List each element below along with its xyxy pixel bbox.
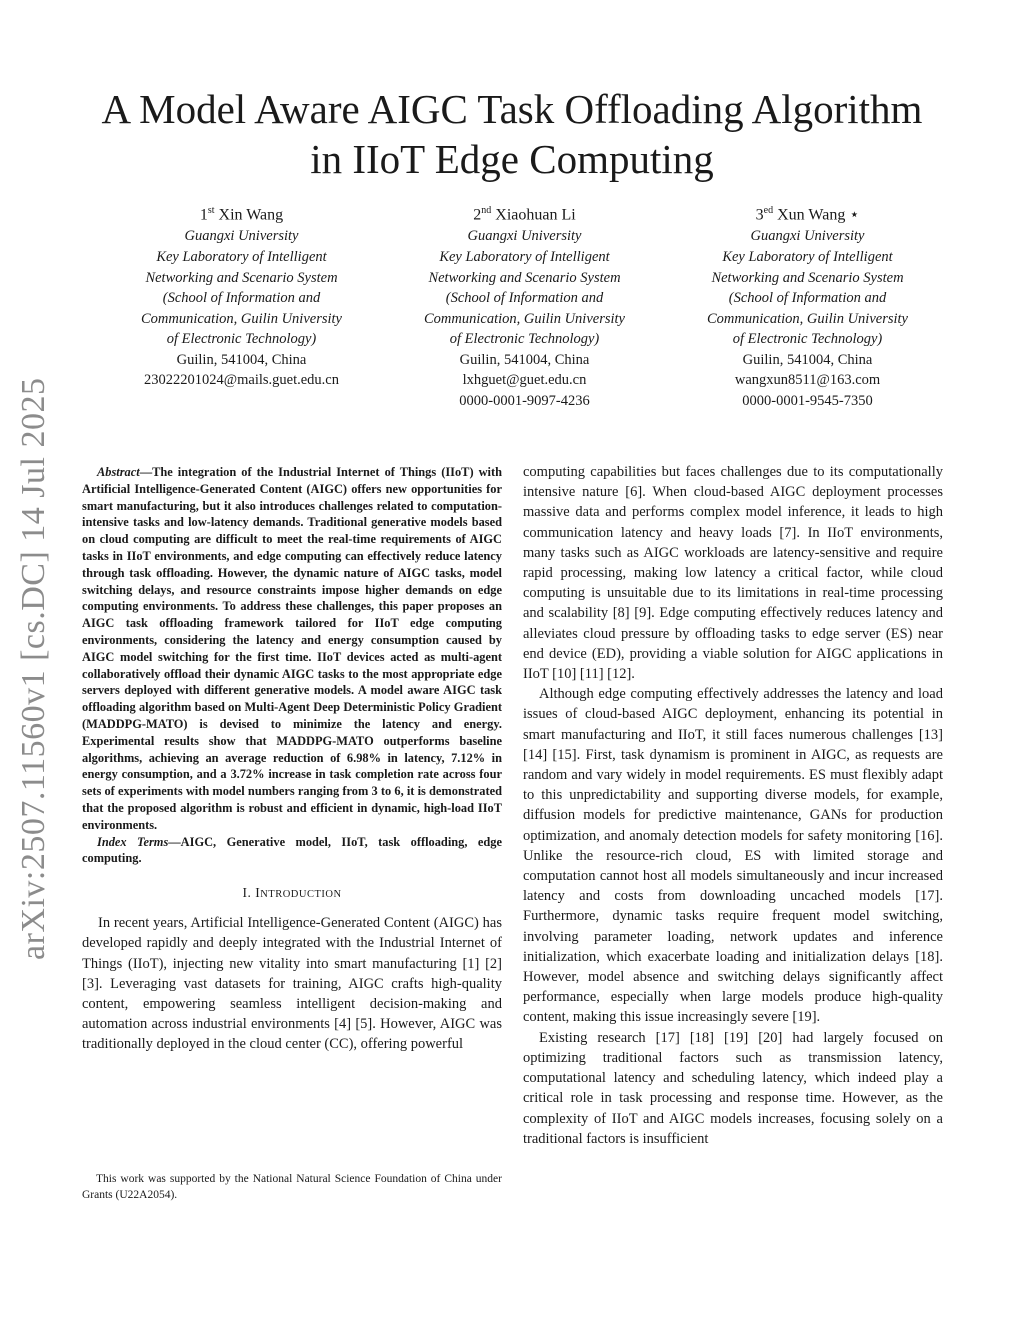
left-column — [82, 464, 502, 1055]
abstract — [82, 464, 502, 834]
author-3 — [666, 200, 949, 412]
index-terms-text: —AIGC, Generative model, IIoT, task offloading, edge computing. — [82, 834, 502, 866]
affiliation-line: Networking and Scenario System — [711, 269, 904, 286]
affiliation-line: (School of Information and — [162, 290, 321, 307]
author-city: Guilin, 541004, China — [742, 351, 873, 368]
author-name: 2nd Xiaohuan Li — [473, 205, 576, 224]
affiliation-line: (School of Information and — [728, 290, 887, 307]
paragraph: In recent years, Artificial Intelligence-Generated Content (AIGC) has developed rapidly and deeply integrated with the Industrial Internet of Things (IIoT), injecting new vitality into smart manufacturing [1] [2] [3]. Leveraging vast datasets for training, AIGC crafts high-quality content, empowering seamless intelligent decision-making and automation across industrial environments [4] [5]. However, AIGC was traditionally deployed in the cloud center (CC), offering powerful — [82, 915, 502, 1053]
paragraph: Although edge computing effectively addresses the latency and load issues of cloud-based AIGC deployment, enhancing its potential in smart manufacturing and IIoT, it still faces numerous challenges [13] [14] [15]. First, task dynamism is prominent in AIGC, as requests are random and vary widely in model requirements. ES must flexibly adapt to this unpredictability and supporting diverse models, for example, diffusion models for predictive maintenance, GANs for production optimization, and anomaly detection models for safety monitoring [16]. Unlike the resource-rich cloud, ES with limited storage and computation cannot host all models simultaneously and incur increased latency and costs from downloading uncached models [17]. Furthermore, dynamic tasks require frequent model switching, involving parameter loading, network updates and inference initialization, which exacerbate loading and initialization delays [18]. However, model absence and switching delays significantly affect performance, especially when large models produce high-quality content, making this issue increasingly severe [19]. — [523, 686, 943, 1026]
paragraph: Existing research [17] [18] [19] [20] had largely focused on optimizing traditional factors such as transmission latency, computational latency and scheduling latency, which indeed play a critical role in task processing and response time. However, as the complexity of IIoT and AIGC models increases, focusing solely on a traditional factors is insufficient — [523, 1029, 943, 1147]
funding-footnote: This work was supported by the National Natural Science Foundation of China under Grants (U22A2054). — [82, 1173, 502, 1201]
author-email: lxhguet@guet.edu.cn — [462, 372, 587, 389]
author-email: 23022201024@mails.guet.edu.cn — [144, 372, 339, 389]
author-name: 1st Xin Wang — [199, 205, 284, 224]
index-terms — [82, 834, 502, 868]
paragraph: computing capabilities but faces challenges due to its computationally intensive nature [6]. When cloud-based AIGC deployment processes massive data and performs complex model inference, it leads to high communication latency and heavy loads [7]. In IIoT environments, many tasks such as AIGC workloads are latency-sensitive and require rapid processing, making low latency a critical factor, while cloud computing is unsuitable due to its limitations in real-time processing and scalability [8] [9]. Edge computing effectively reduces latency and alleviates cloud pressure by offloading tasks to edge server (ES) near end device (ED), providing a viable solution for AIGC applications in IIoT [10] [11] [12]. — [523, 464, 943, 683]
author-orcid: 0000-0001-9545-7350 — [742, 393, 873, 410]
affiliation-line: Key Laboratory of Intelligent — [156, 248, 327, 265]
author-email: wangxun8511@163.com — [734, 372, 881, 389]
title-line-1: A Model Aware AIGC Task Offloading Algorithm — [101, 86, 923, 132]
abstract-label: Abstract — [97, 465, 140, 479]
affiliation-line: Communication, Guilin University — [424, 310, 625, 327]
affiliation-line: of Electronic Technology) — [166, 331, 317, 348]
paper-title — [60, 84, 964, 184]
abstract-text: —The integration of the Industrial Internet of Things (IIoT) with Artificial Intelligence-Generated Content (AIGC) offers new opportunities for smart manufacturing, but it also introduces challenges related to computation-intensive tasks and low-latency demands. Traditional generative models based on cloud computing are difficult to meet the real-time requirements of AIGC tasks in IIoT environments, and edge computing can effectively reduce latency through task offloading. However, the dynamic nature of AIGC tasks, model switching delays, and resource constraints impose higher demands on edge computing environments. To address these challenges, this paper proposes an AIGC task offloading framework tailored for IIoT edge computing environments, considering the latency and energy consumption caused by AIGC model switching for the first time. IIoT devices acted as multi-agent collaboratively offload their dynamic AIGC tasks to the most appropriate edge servers deployed with different generative models. A model aware AIGC task offloading algorithm based on Multi-Agent Deep Deterministic Policy Gradient (MADDPG-MATO) is devised to minimize the latency and energy. Experimental results show that MADDPG-MATO outperforms baseline algorithms, achieving an average reduction of 6.98% in latency, 7.12% in energy consumption, and a 3.72% increase in task completion rate across four sets of experiments with model numbers ranging from 3 to 6, it is demonstrated that the proposed algorithm is robust and efficient in dynamic, high-load IIoT environments. — [82, 465, 502, 832]
affiliation-line: Key Laboratory of Intelligent — [722, 248, 893, 265]
author-2 — [383, 200, 666, 412]
author-block — [100, 200, 950, 412]
affiliation-line: (School of Information and — [445, 290, 604, 307]
intro-left-body — [82, 913, 502, 1054]
affiliation-line: Key Laboratory of Intelligent — [439, 248, 610, 265]
title-line-2: in IIoT Edge Computing — [310, 136, 714, 182]
arxiv-identifier: arXiv:2507.11560v1 [cs.DC] 14 Jul 2025 — [15, 377, 52, 960]
affiliation-line: Communication, Guilin University — [707, 310, 908, 327]
author-city: Guilin, 541004, China — [176, 351, 307, 368]
author-1 — [100, 200, 383, 412]
affiliation-line: Networking and Scenario System — [145, 269, 338, 286]
author-name: $3^{ed}$ Xun Wang ⋆ — [755, 205, 860, 224]
affiliation-line: Guangxi University — [184, 228, 299, 245]
affiliation-line: Networking and Scenario System — [428, 269, 621, 286]
author-orcid: 0000-0001-9097-4236 — [459, 393, 590, 410]
affiliation-line: Guangxi University — [467, 228, 582, 245]
affiliation-line: Communication, Guilin University — [141, 310, 342, 327]
affiliation-line: of Electronic Technology) — [449, 331, 600, 348]
right-column — [523, 462, 943, 1149]
section-heading: I. INTRODUCTION — [242, 885, 342, 901]
index-terms-label: Index Terms — [97, 834, 169, 849]
affiliation-line: of Electronic Technology) — [732, 331, 883, 348]
author-city: Guilin, 541004, China — [459, 351, 590, 368]
affiliation-line: Guangxi University — [750, 228, 865, 245]
